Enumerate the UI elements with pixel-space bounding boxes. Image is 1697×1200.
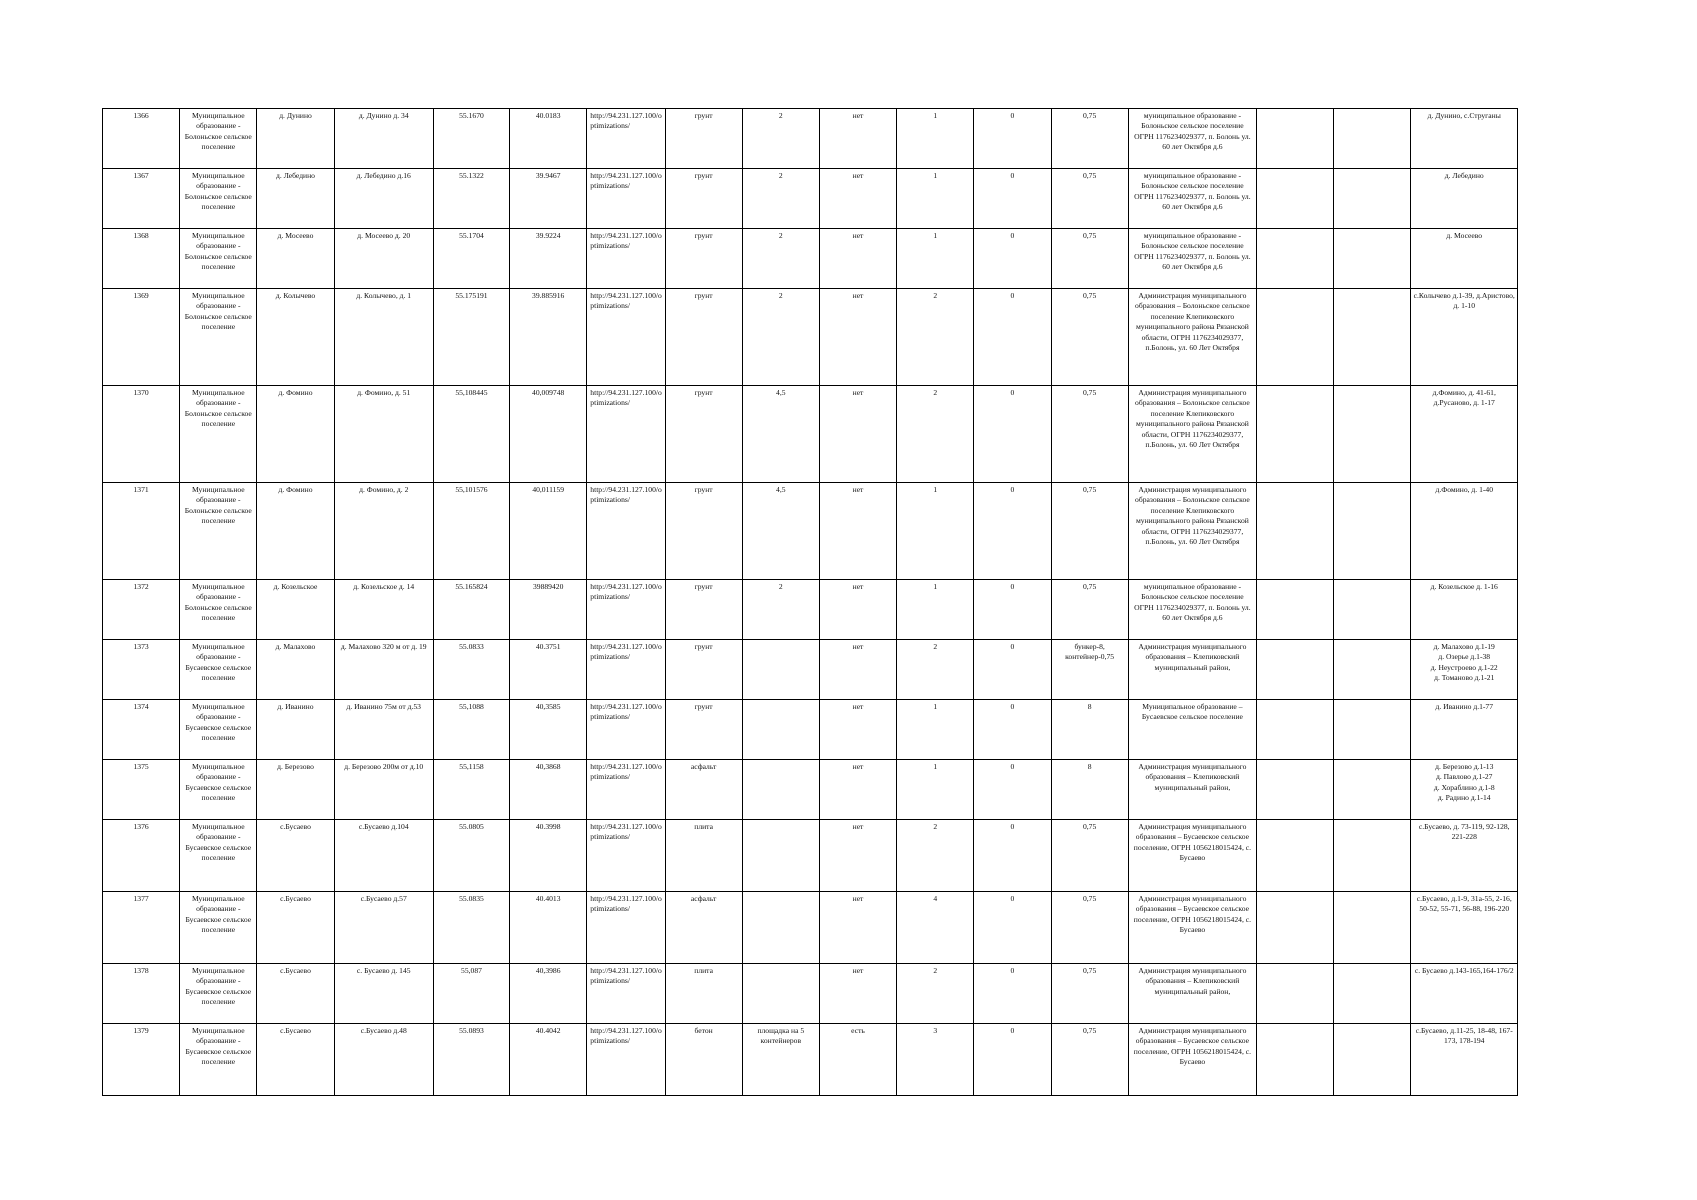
containers-count-cell: 1 xyxy=(897,760,974,820)
owner-cell: Администрация муниципального образования – Болоньское сельское поселение Клепиковского муниципального района Рязанской области, ОГРН 1176234029377, п.Болонь, ул. 60 Лет Октября xyxy=(1128,386,1256,483)
address-cell: д. Козельское д. 14 xyxy=(334,580,433,640)
address-cell: д. Фомино, д. 51 xyxy=(334,386,433,483)
empty-cell xyxy=(1257,700,1334,760)
latitude-cell: 55.1704 xyxy=(433,229,509,289)
latitude-cell: 55,108445 xyxy=(433,386,509,483)
containers-count-cell: 4 xyxy=(897,892,974,964)
settlement-cell: с.Бусаево xyxy=(257,1024,334,1096)
planned-containers-cell: 0 xyxy=(974,640,1051,700)
longitude-cell: 40.4013 xyxy=(510,892,587,964)
municipality-cell: Муниципальное образование - Бусаевское сельское поселение xyxy=(180,892,257,964)
municipality-cell: Муниципальное образование - Болоньское сельское поселение xyxy=(180,580,257,640)
table-row xyxy=(103,169,1518,229)
map-link-cell[interactable]: http://94.231.127.100/optimizations/ xyxy=(587,229,665,289)
empty-cell xyxy=(1257,289,1334,386)
latitude-cell: 55.0835 xyxy=(433,892,509,964)
area-cell xyxy=(742,892,819,964)
table-row xyxy=(103,964,1518,1024)
municipality-cell: Муниципальное образование - Болоньское сельское поселение xyxy=(180,386,257,483)
area-cell: 2 xyxy=(742,109,819,169)
row-number: 1370 xyxy=(103,386,180,483)
empty-cell xyxy=(1334,1024,1411,1096)
volume-cell: 0,75 xyxy=(1051,109,1128,169)
volume-cell: 0,75 xyxy=(1051,820,1128,892)
table-row xyxy=(103,580,1518,640)
canopy-cell: нет xyxy=(819,229,896,289)
volume-cell: 0,75 xyxy=(1051,229,1128,289)
longitude-cell: 39.9224 xyxy=(510,229,587,289)
latitude-cell: 55,1158 xyxy=(433,760,509,820)
empty-cell xyxy=(1334,700,1411,760)
surface-cell: грунт xyxy=(665,580,742,640)
longitude-cell: 39889420 xyxy=(510,580,587,640)
municipality-cell: Муниципальное образование - Бусаевское сельское поселение xyxy=(180,964,257,1024)
latitude-cell: 55.1322 xyxy=(433,169,509,229)
volume-cell: 0,75 xyxy=(1051,1024,1128,1096)
owner-cell: Муниципальное образование – Бусаевское сельское поселение xyxy=(1128,700,1256,760)
row-number: 1379 xyxy=(103,1024,180,1096)
table-row xyxy=(103,892,1518,964)
table-row xyxy=(103,1024,1518,1096)
table-row xyxy=(103,289,1518,386)
owner-cell: Администрация муниципального образования – Болоньское сельское поселение Клепиковского муниципального района Рязанской области, ОГРН 1176234029377, п.Болонь, ул. 60 Лет Октября xyxy=(1128,483,1256,580)
owner-cell: Администрация муниципального образования – Клепиковский муниципальный район, xyxy=(1128,640,1256,700)
table-row xyxy=(103,483,1518,580)
owner-cell: муниципальное образование - Болоньское сельское поселение ОГРН 1176234029377, п. Болонь ул. 60 лет Октября д.6 xyxy=(1128,229,1256,289)
surface-cell: грунт xyxy=(665,483,742,580)
settlement-cell: д. Колычево xyxy=(257,289,334,386)
waste-sites-table xyxy=(102,108,1518,1096)
planned-containers-cell: 0 xyxy=(974,289,1051,386)
empty-cell xyxy=(1257,964,1334,1024)
served-objects-cell: д.Фомино, д. 41-61, д.Русаново, д. 1-17 xyxy=(1411,386,1518,483)
planned-containers-cell: 0 xyxy=(974,1024,1051,1096)
served-objects-cell: с.Колычево д.1-39, д.Аристово, д. 1-10 xyxy=(1411,289,1518,386)
row-number: 1378 xyxy=(103,964,180,1024)
settlement-cell: д. Малахово xyxy=(257,640,334,700)
table-row xyxy=(103,386,1518,483)
containers-count-cell: 1 xyxy=(897,700,974,760)
surface-cell: грунт xyxy=(665,109,742,169)
surface-cell: асфальт xyxy=(665,892,742,964)
served-objects-cell: с.Бусаево, д.1-9, 31а-55, 2-16, 50-52, 55-71, 56-88, 196-220 xyxy=(1411,892,1518,964)
canopy-cell: нет xyxy=(819,892,896,964)
row-number: 1368 xyxy=(103,229,180,289)
area-cell xyxy=(742,760,819,820)
registry-sheet xyxy=(102,108,1518,1096)
canopy-cell: нет xyxy=(819,386,896,483)
table-row xyxy=(103,700,1518,760)
empty-cell xyxy=(1334,386,1411,483)
row-number: 1367 xyxy=(103,169,180,229)
latitude-cell: 55,087 xyxy=(433,964,509,1024)
surface-cell: грунт xyxy=(665,289,742,386)
empty-cell xyxy=(1257,820,1334,892)
municipality-cell: Муниципальное образование - Болоньское сельское поселение xyxy=(180,169,257,229)
empty-cell xyxy=(1334,580,1411,640)
map-link-cell[interactable]: http://94.231.127.100/optimizations/ xyxy=(587,820,665,892)
address-cell: д. Березово 200м от д.10 xyxy=(334,760,433,820)
surface-cell: плита xyxy=(665,820,742,892)
map-link-cell[interactable]: http://94.231.127.100/optimizations/ xyxy=(587,640,665,700)
owner-cell: муниципальное образование - Болоньское сельское поселение ОГРН 1176234029377, п. Болонь ул. 60 лет Октября д.6 xyxy=(1128,109,1256,169)
served-objects-cell: д.Фомино, д. 1-40 xyxy=(1411,483,1518,580)
row-number: 1376 xyxy=(103,820,180,892)
table-body xyxy=(103,109,1518,1096)
served-objects-cell: с.Бусаево, д. 73-119, 92-128, 221-228 xyxy=(1411,820,1518,892)
volume-cell: бункер-8, контейнер-0,75 xyxy=(1051,640,1128,700)
municipality-cell: Муниципальное образование - Бусаевское сельское поселение xyxy=(180,760,257,820)
address-cell: с. Бусаево д. 145 xyxy=(334,964,433,1024)
served-objects-cell: д. Березово д.1-13 д. Павлово д.1-27 д. Хораблино д.1-8 д. Радино д.1-14 xyxy=(1411,760,1518,820)
served-objects-cell: д. Лебедино xyxy=(1411,169,1518,229)
address-cell: д. Лебедино д.16 xyxy=(334,169,433,229)
empty-cell xyxy=(1257,760,1334,820)
table-row xyxy=(103,820,1518,892)
municipality-cell: Муниципальное образование - Бусаевское сельское поселение xyxy=(180,1024,257,1096)
area-cell xyxy=(742,640,819,700)
settlement-cell: д. Фомино xyxy=(257,386,334,483)
volume-cell: 0,75 xyxy=(1051,386,1128,483)
planned-containers-cell: 0 xyxy=(974,700,1051,760)
empty-cell xyxy=(1334,169,1411,229)
table-row xyxy=(103,760,1518,820)
address-cell: с.Бусаево д.104 xyxy=(334,820,433,892)
latitude-cell: 55.0893 xyxy=(433,1024,509,1096)
empty-cell xyxy=(1257,386,1334,483)
planned-containers-cell: 0 xyxy=(974,820,1051,892)
surface-cell: грунт xyxy=(665,169,742,229)
row-number: 1366 xyxy=(103,109,180,169)
owner-cell: Администрация муниципального образования – Бусаевское сельское поселение, ОГРН 1056218015424, с. Бусаево xyxy=(1128,892,1256,964)
empty-cell xyxy=(1257,640,1334,700)
row-number: 1375 xyxy=(103,760,180,820)
served-objects-cell: д. Малахово д.1-19 д. Озерье д.1-38 д. Неустроево д.1-22 д. Томаново д.1-21 xyxy=(1411,640,1518,700)
address-cell: с.Бусаево д.48 xyxy=(334,1024,433,1096)
containers-count-cell: 2 xyxy=(897,964,974,1024)
settlement-cell: д. Фомино xyxy=(257,483,334,580)
volume-cell: 0,75 xyxy=(1051,483,1128,580)
area-cell: 4,5 xyxy=(742,483,819,580)
containers-count-cell: 2 xyxy=(897,289,974,386)
longitude-cell: 40.4042 xyxy=(510,1024,587,1096)
address-cell: д. Колычево, д. 1 xyxy=(334,289,433,386)
served-objects-cell: с.Бусаево, д.11-25, 18-48, 167-173, 178-194 xyxy=(1411,1024,1518,1096)
table-row xyxy=(103,229,1518,289)
latitude-cell: 55.175191 xyxy=(433,289,509,386)
planned-containers-cell: 0 xyxy=(974,483,1051,580)
containers-count-cell: 1 xyxy=(897,580,974,640)
map-link-cell[interactable]: http://94.231.127.100/optimizations/ xyxy=(587,386,665,483)
owner-cell: Администрация муниципального образования – Бусаевское сельское поселение, ОГРН 1056218015424, с. Бусаево xyxy=(1128,820,1256,892)
containers-count-cell: 1 xyxy=(897,229,974,289)
longitude-cell: 40,3986 xyxy=(510,964,587,1024)
longitude-cell: 40.3751 xyxy=(510,640,587,700)
containers-count-cell: 2 xyxy=(897,820,974,892)
served-objects-cell: д. Мосеево xyxy=(1411,229,1518,289)
empty-cell xyxy=(1334,964,1411,1024)
empty-cell xyxy=(1334,483,1411,580)
settlement-cell: с.Бусаево xyxy=(257,820,334,892)
settlement-cell: д. Дунино xyxy=(257,109,334,169)
volume-cell: 0,75 xyxy=(1051,964,1128,1024)
table-row xyxy=(103,109,1518,169)
planned-containers-cell: 0 xyxy=(974,229,1051,289)
row-number: 1372 xyxy=(103,580,180,640)
planned-containers-cell: 0 xyxy=(974,760,1051,820)
area-cell xyxy=(742,820,819,892)
latitude-cell: 55.165824 xyxy=(433,580,509,640)
canopy-cell: нет xyxy=(819,964,896,1024)
containers-count-cell: 2 xyxy=(897,640,974,700)
settlement-cell: д. Березово xyxy=(257,760,334,820)
volume-cell: 0,75 xyxy=(1051,169,1128,229)
canopy-cell: нет xyxy=(819,289,896,386)
owner-cell: Администрация муниципального образования – Болоньское сельское поселение Клепиковского муниципального района Рязанской области, ОГРН 1176234029377, п.Болонь, ул. 60 Лет Октября xyxy=(1128,289,1256,386)
latitude-cell: 55,101576 xyxy=(433,483,509,580)
volume-cell: 8 xyxy=(1051,760,1128,820)
area-cell: 4,5 xyxy=(742,386,819,483)
canopy-cell: нет xyxy=(819,760,896,820)
longitude-cell: 40,011159 xyxy=(510,483,587,580)
surface-cell: плита xyxy=(665,964,742,1024)
owner-cell: муниципальное образование - Болоньское сельское поселение ОГРН 1176234029377, п. Болонь ул. 60 лет Октября д.6 xyxy=(1128,169,1256,229)
empty-cell xyxy=(1257,892,1334,964)
latitude-cell: 55,1088 xyxy=(433,700,509,760)
owner-cell: Администрация муниципального образования – Бусаевское сельское поселение, ОГРН 1056218015424, с. Бусаево xyxy=(1128,1024,1256,1096)
planned-containers-cell: 0 xyxy=(974,169,1051,229)
empty-cell xyxy=(1334,892,1411,964)
empty-cell xyxy=(1257,1024,1334,1096)
municipality-cell: Муниципальное образование - Бусаевское сельское поселение xyxy=(180,640,257,700)
municipality-cell: Муниципальное образование - Болоньское сельское поселение xyxy=(180,229,257,289)
planned-containers-cell: 0 xyxy=(974,892,1051,964)
volume-cell: 0,75 xyxy=(1051,289,1128,386)
empty-cell xyxy=(1334,229,1411,289)
longitude-cell: 40,3868 xyxy=(510,760,587,820)
canopy-cell: нет xyxy=(819,820,896,892)
area-cell: 2 xyxy=(742,229,819,289)
empty-cell xyxy=(1334,760,1411,820)
area-cell: 2 xyxy=(742,169,819,229)
settlement-cell: д. Козельское xyxy=(257,580,334,640)
map-link-cell[interactable]: http://94.231.127.100/optimizations/ xyxy=(587,483,665,580)
latitude-cell: 55.1670 xyxy=(433,109,509,169)
canopy-cell: нет xyxy=(819,700,896,760)
containers-count-cell: 3 xyxy=(897,1024,974,1096)
settlement-cell: д. Мосеево xyxy=(257,229,334,289)
surface-cell: асфальт xyxy=(665,760,742,820)
longitude-cell: 40.3998 xyxy=(510,820,587,892)
containers-count-cell: 1 xyxy=(897,483,974,580)
volume-cell: 0,75 xyxy=(1051,580,1128,640)
owner-cell: Администрация муниципального образования – Клепиковский муниципальный район, xyxy=(1128,964,1256,1024)
served-objects-cell: д. Козельское д. 1-16 xyxy=(1411,580,1518,640)
address-cell: д. Дунино д. 34 xyxy=(334,109,433,169)
settlement-cell: д. Лебедино xyxy=(257,169,334,229)
volume-cell: 8 xyxy=(1051,700,1128,760)
row-number: 1377 xyxy=(103,892,180,964)
map-link-cell[interactable]: http://94.231.127.100/optimizations/ xyxy=(587,892,665,964)
map-link-cell[interactable]: http://94.231.127.100/optimizations/ xyxy=(587,760,665,820)
row-number: 1373 xyxy=(103,640,180,700)
address-cell: д. Малахово 320 м от д. 19 xyxy=(334,640,433,700)
map-link-cell[interactable]: http://94.231.127.100/optimizations/ xyxy=(587,964,665,1024)
planned-containers-cell: 0 xyxy=(974,386,1051,483)
served-objects-cell: д. Иванино д.1-77 xyxy=(1411,700,1518,760)
table-row xyxy=(103,640,1518,700)
area-cell: площадка на 5 контейнеров xyxy=(742,1024,819,1096)
owner-cell: муниципальное образование - Болоньское сельское поселение ОГРН 1176234029377, п. Болонь ул. 60 лет Октября д.6 xyxy=(1128,580,1256,640)
address-cell: с.Бусаево д.57 xyxy=(334,892,433,964)
owner-cell: Администрация муниципального образования – Клепиковский муниципальный район, xyxy=(1128,760,1256,820)
settlement-cell: с.Бусаево xyxy=(257,892,334,964)
canopy-cell: нет xyxy=(819,109,896,169)
empty-cell xyxy=(1257,483,1334,580)
surface-cell: бетон xyxy=(665,1024,742,1096)
planned-containers-cell: 0 xyxy=(974,109,1051,169)
map-link-cell[interactable]: http://94.231.127.100/optimizations/ xyxy=(587,580,665,640)
latitude-cell: 55.0833 xyxy=(433,640,509,700)
empty-cell xyxy=(1257,109,1334,169)
longitude-cell: 40,3585 xyxy=(510,700,587,760)
map-link-cell[interactable]: http://94.231.127.100/optimizations/ xyxy=(587,700,665,760)
longitude-cell: 40.0183 xyxy=(510,109,587,169)
empty-cell xyxy=(1334,289,1411,386)
served-objects-cell: д. Дунино, с.Струганы xyxy=(1411,109,1518,169)
containers-count-cell: 1 xyxy=(897,109,974,169)
map-link-cell[interactable]: http://94.231.127.100/optimizations/ xyxy=(587,169,665,229)
row-number: 1369 xyxy=(103,289,180,386)
canopy-cell: нет xyxy=(819,169,896,229)
containers-count-cell: 1 xyxy=(897,169,974,229)
surface-cell: грунт xyxy=(665,700,742,760)
longitude-cell: 39.9467 xyxy=(510,169,587,229)
area-cell: 2 xyxy=(742,580,819,640)
canopy-cell: нет xyxy=(819,580,896,640)
settlement-cell: с.Бусаево xyxy=(257,964,334,1024)
settlement-cell: д. Иванино xyxy=(257,700,334,760)
map-link-cell[interactable]: http://94.231.127.100/optimizations/ xyxy=(587,109,665,169)
latitude-cell: 55.0805 xyxy=(433,820,509,892)
surface-cell: грунт xyxy=(665,386,742,483)
row-number: 1374 xyxy=(103,700,180,760)
municipality-cell: Муниципальное образование - Бусаевское сельское поселение xyxy=(180,820,257,892)
row-number: 1371 xyxy=(103,483,180,580)
municipality-cell: Муниципальное образование - Болоньское сельское поселение xyxy=(180,109,257,169)
empty-cell xyxy=(1334,109,1411,169)
longitude-cell: 40,009748 xyxy=(510,386,587,483)
served-objects-cell: с. Бусаево д.143-165,164-176/2 xyxy=(1411,964,1518,1024)
planned-containers-cell: 0 xyxy=(974,964,1051,1024)
empty-cell xyxy=(1257,580,1334,640)
municipality-cell: Муниципальное образование - Болоньское сельское поселение xyxy=(180,483,257,580)
surface-cell: грунт xyxy=(665,640,742,700)
address-cell: д. Фомино, д. 2 xyxy=(334,483,433,580)
canopy-cell: нет xyxy=(819,640,896,700)
empty-cell xyxy=(1257,169,1334,229)
containers-count-cell: 2 xyxy=(897,386,974,483)
area-cell xyxy=(742,964,819,1024)
empty-cell xyxy=(1257,229,1334,289)
area-cell: 2 xyxy=(742,289,819,386)
municipality-cell: Муниципальное образование - Болоньское сельское поселение xyxy=(180,289,257,386)
address-cell: д. Мосеево д. 20 xyxy=(334,229,433,289)
empty-cell xyxy=(1334,640,1411,700)
map-link-cell[interactable]: http://94.231.127.100/optimizations/ xyxy=(587,1024,665,1096)
canopy-cell: нет xyxy=(819,483,896,580)
empty-cell xyxy=(1334,820,1411,892)
area-cell xyxy=(742,700,819,760)
address-cell: д. Иванино 75м от д.53 xyxy=(334,700,433,760)
volume-cell: 0,75 xyxy=(1051,892,1128,964)
canopy-cell: есть xyxy=(819,1024,896,1096)
map-link-cell[interactable]: http://94.231.127.100/optimizations/ xyxy=(587,289,665,386)
surface-cell: грунт xyxy=(665,229,742,289)
municipality-cell: Муниципальное образование - Бусаевское сельское поселение xyxy=(180,700,257,760)
longitude-cell: 39.885916 xyxy=(510,289,587,386)
planned-containers-cell: 0 xyxy=(974,580,1051,640)
